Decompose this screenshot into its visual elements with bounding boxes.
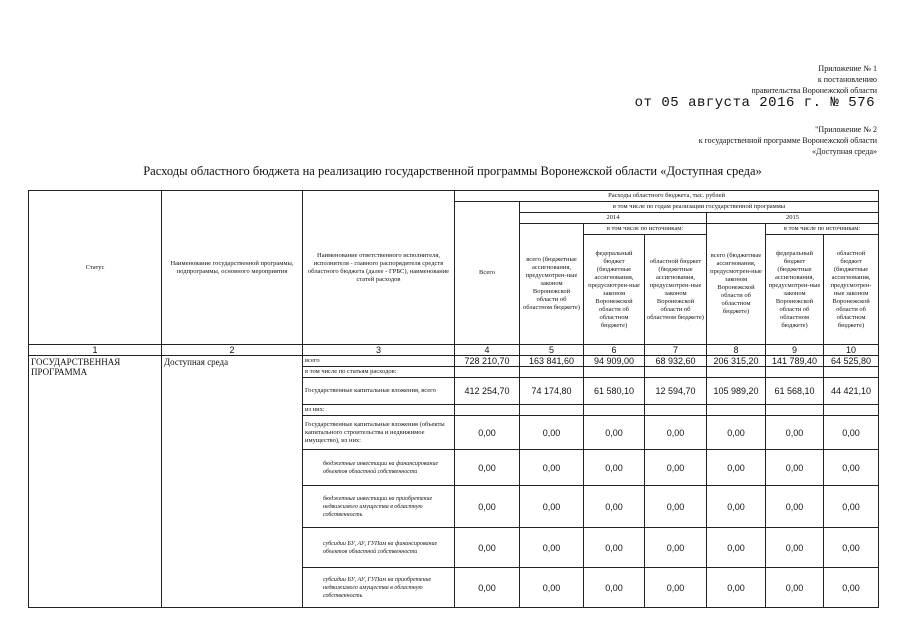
value-cell [707,405,766,416]
value-cell [645,367,707,378]
header-year-2014: 2014 [520,213,707,224]
value-cell: 94 909,00 [584,356,645,367]
value-cell [824,367,879,378]
column-number: 5 [520,345,584,356]
appendix-line: к постановлению [817,75,877,84]
value-cell: 0,00 [766,568,824,608]
value-cell [584,367,645,378]
header-executor: Наименование ответственного исполнителя, исполнителя - главного распорядителя средств областного бюджета (далее - ГРБС), наименование статей расходов [303,191,455,345]
value-cell: 0,00 [707,416,766,450]
value-cell: 0,00 [766,416,824,450]
header-year-total: всего (бюджетные ассигнования, предусмотрен-ные законом Воронежской области об областном бюджете) [520,224,584,345]
value-cell: 68 932,60 [645,356,707,367]
program-appendix-header [699,124,877,157]
value-cell: 64 525,80 [824,356,879,367]
appendix-line: «Доступная среда» [811,147,877,156]
document-title: Расходы областного бюджета на реализацию государственной программы Воронежской области «Доступная среда» [143,164,762,178]
value-cell: 0,00 [824,486,879,528]
value-cell: 0,00 [584,416,645,450]
expenses-table [28,190,879,608]
value-cell: 12 594,70 [645,378,707,405]
column-number: 3 [303,345,455,356]
value-cell [520,367,584,378]
value-cell: 0,00 [584,528,645,568]
value-cell [584,405,645,416]
value-cell: 0,00 [520,486,584,528]
value-cell: 0,00 [455,528,520,568]
column-number: 1 [29,345,162,356]
row-label: субсидии БУ, АУ, ГУПам на финансирование объектов областной собственности [303,528,455,568]
row-label: в том числе по статьям расходов: [303,367,455,378]
value-cell [455,367,520,378]
row-label: Государственные капитальные вложения, всего [303,378,455,405]
header-by-years: в том числе по годам реализации государственной программы [520,202,879,213]
value-cell: 44 421,10 [824,378,879,405]
value-cell: 141 789,40 [766,356,824,367]
header-regional: областной бюджет (бюджетные ассигнования, предусмотрен-ные законом Воронежской области об областном бюджете) [824,235,879,345]
value-cell: 0,00 [824,416,879,450]
row-label: из них: [303,405,455,416]
appendix-line: Приложение № 1 [818,64,877,73]
column-number: 7 [645,345,707,356]
header-total: Всего [455,202,520,345]
value-cell: 0,00 [766,486,824,528]
value-cell: 105 989,20 [707,378,766,405]
column-numbers-row [29,345,879,356]
value-cell: 0,00 [584,450,645,486]
column-number: 2 [162,345,303,356]
row-label: бюджетные инвестиции на приобретение недвижимого имущества в областную собственность [303,486,455,528]
value-cell: 0,00 [645,528,707,568]
value-cell: 0,00 [584,486,645,528]
value-cell: 0,00 [520,568,584,608]
value-cell: 61 580,10 [584,378,645,405]
row-label: Государственные капитальные вложения (объекты капитального строительства и недвижимое имущество), из них: [303,416,455,450]
value-cell [766,405,824,416]
header-year-2015: 2015 [707,213,879,224]
value-cell [707,367,766,378]
header-federal: федеральный бюджет (бюджетные ассигнования, предусмотрен-ные законом Воронежской области об областном бюджете) [584,235,645,345]
header-year-total: всего (бюджетные ассигнования, предусмотрен-ные законом Воронежской области об областном бюджете) [707,224,766,345]
value-cell: 206 315,20 [707,356,766,367]
value-cell [520,405,584,416]
column-number: 8 [707,345,766,356]
header-expenses: Расходы областного бюджета, тыс. рублей [455,191,879,202]
value-cell: 0,00 [455,486,520,528]
value-cell [645,405,707,416]
decree-date: от 05 августа 2016 г. № 576 [634,95,875,111]
value-cell: 0,00 [645,486,707,528]
value-cell: 0,00 [455,450,520,486]
value-cell: 0,00 [707,450,766,486]
value-cell: 0,00 [520,450,584,486]
value-cell: 163 841,60 [520,356,584,367]
header-name: Наименование государственной программы, подпрограммы, основного мероприятия [162,191,303,345]
value-cell: 74 174,80 [520,378,584,405]
value-cell [766,367,824,378]
value-cell: 0,00 [707,528,766,568]
value-cell: 0,00 [455,568,520,608]
value-cell: 0,00 [766,450,824,486]
value-cell: 0,00 [584,568,645,608]
value-cell: 0,00 [824,528,879,568]
column-number: 6 [584,345,645,356]
value-cell: 0,00 [520,416,584,450]
status-cell: ГОСУДАРСТВЕННАЯ ПРОГРАММА [29,356,162,608]
value-cell [455,405,520,416]
column-number: 4 [455,345,520,356]
value-cell: 0,00 [766,528,824,568]
value-cell [824,405,879,416]
header-sources: в том числе по источникам: [584,224,707,235]
row-label: субсидии БУ, АУ, ГУПам на приобретение недвижимого имущества в областную собственность [303,568,455,608]
table-row [29,356,879,367]
value-cell: 0,00 [824,568,879,608]
row-label: всего [303,356,455,367]
value-cell: 0,00 [707,486,766,528]
appendix-header [752,63,877,96]
value-cell: 0,00 [645,568,707,608]
program-name-cell: Доступная среда [162,356,303,608]
header-federal: федеральный бюджет (бюджетные ассигнования, предусмотрен-ные законом Воронежской области об областном бюджете) [766,235,824,345]
header-regional: областной бюджет (бюджетные ассигнования, предусмотрен-ные законом Воронежской области об областном бюджете) [645,235,707,345]
value-cell: 0,00 [824,450,879,486]
value-cell: 61 568,10 [766,378,824,405]
value-cell: 0,00 [455,416,520,450]
header-sources: в том числе по источникам: [766,224,879,235]
column-number: 10 [824,345,879,356]
value-cell: 0,00 [645,450,707,486]
row-label: бюджетные инвестиции на финансирование объектов областной собственности [303,450,455,486]
value-cell: 412 254,70 [455,378,520,405]
value-cell: 0,00 [707,568,766,608]
value-cell: 0,00 [645,416,707,450]
appendix-line: "Приложение № 2 [815,125,877,134]
appendix-line: к государственной программе Воронежской области [698,136,877,145]
appendix-line: правительства Воронежской области [751,86,877,95]
value-cell: 728 210,70 [455,356,520,367]
column-number: 9 [766,345,824,356]
value-cell: 0,00 [520,528,584,568]
header-status: Статус [29,191,162,345]
